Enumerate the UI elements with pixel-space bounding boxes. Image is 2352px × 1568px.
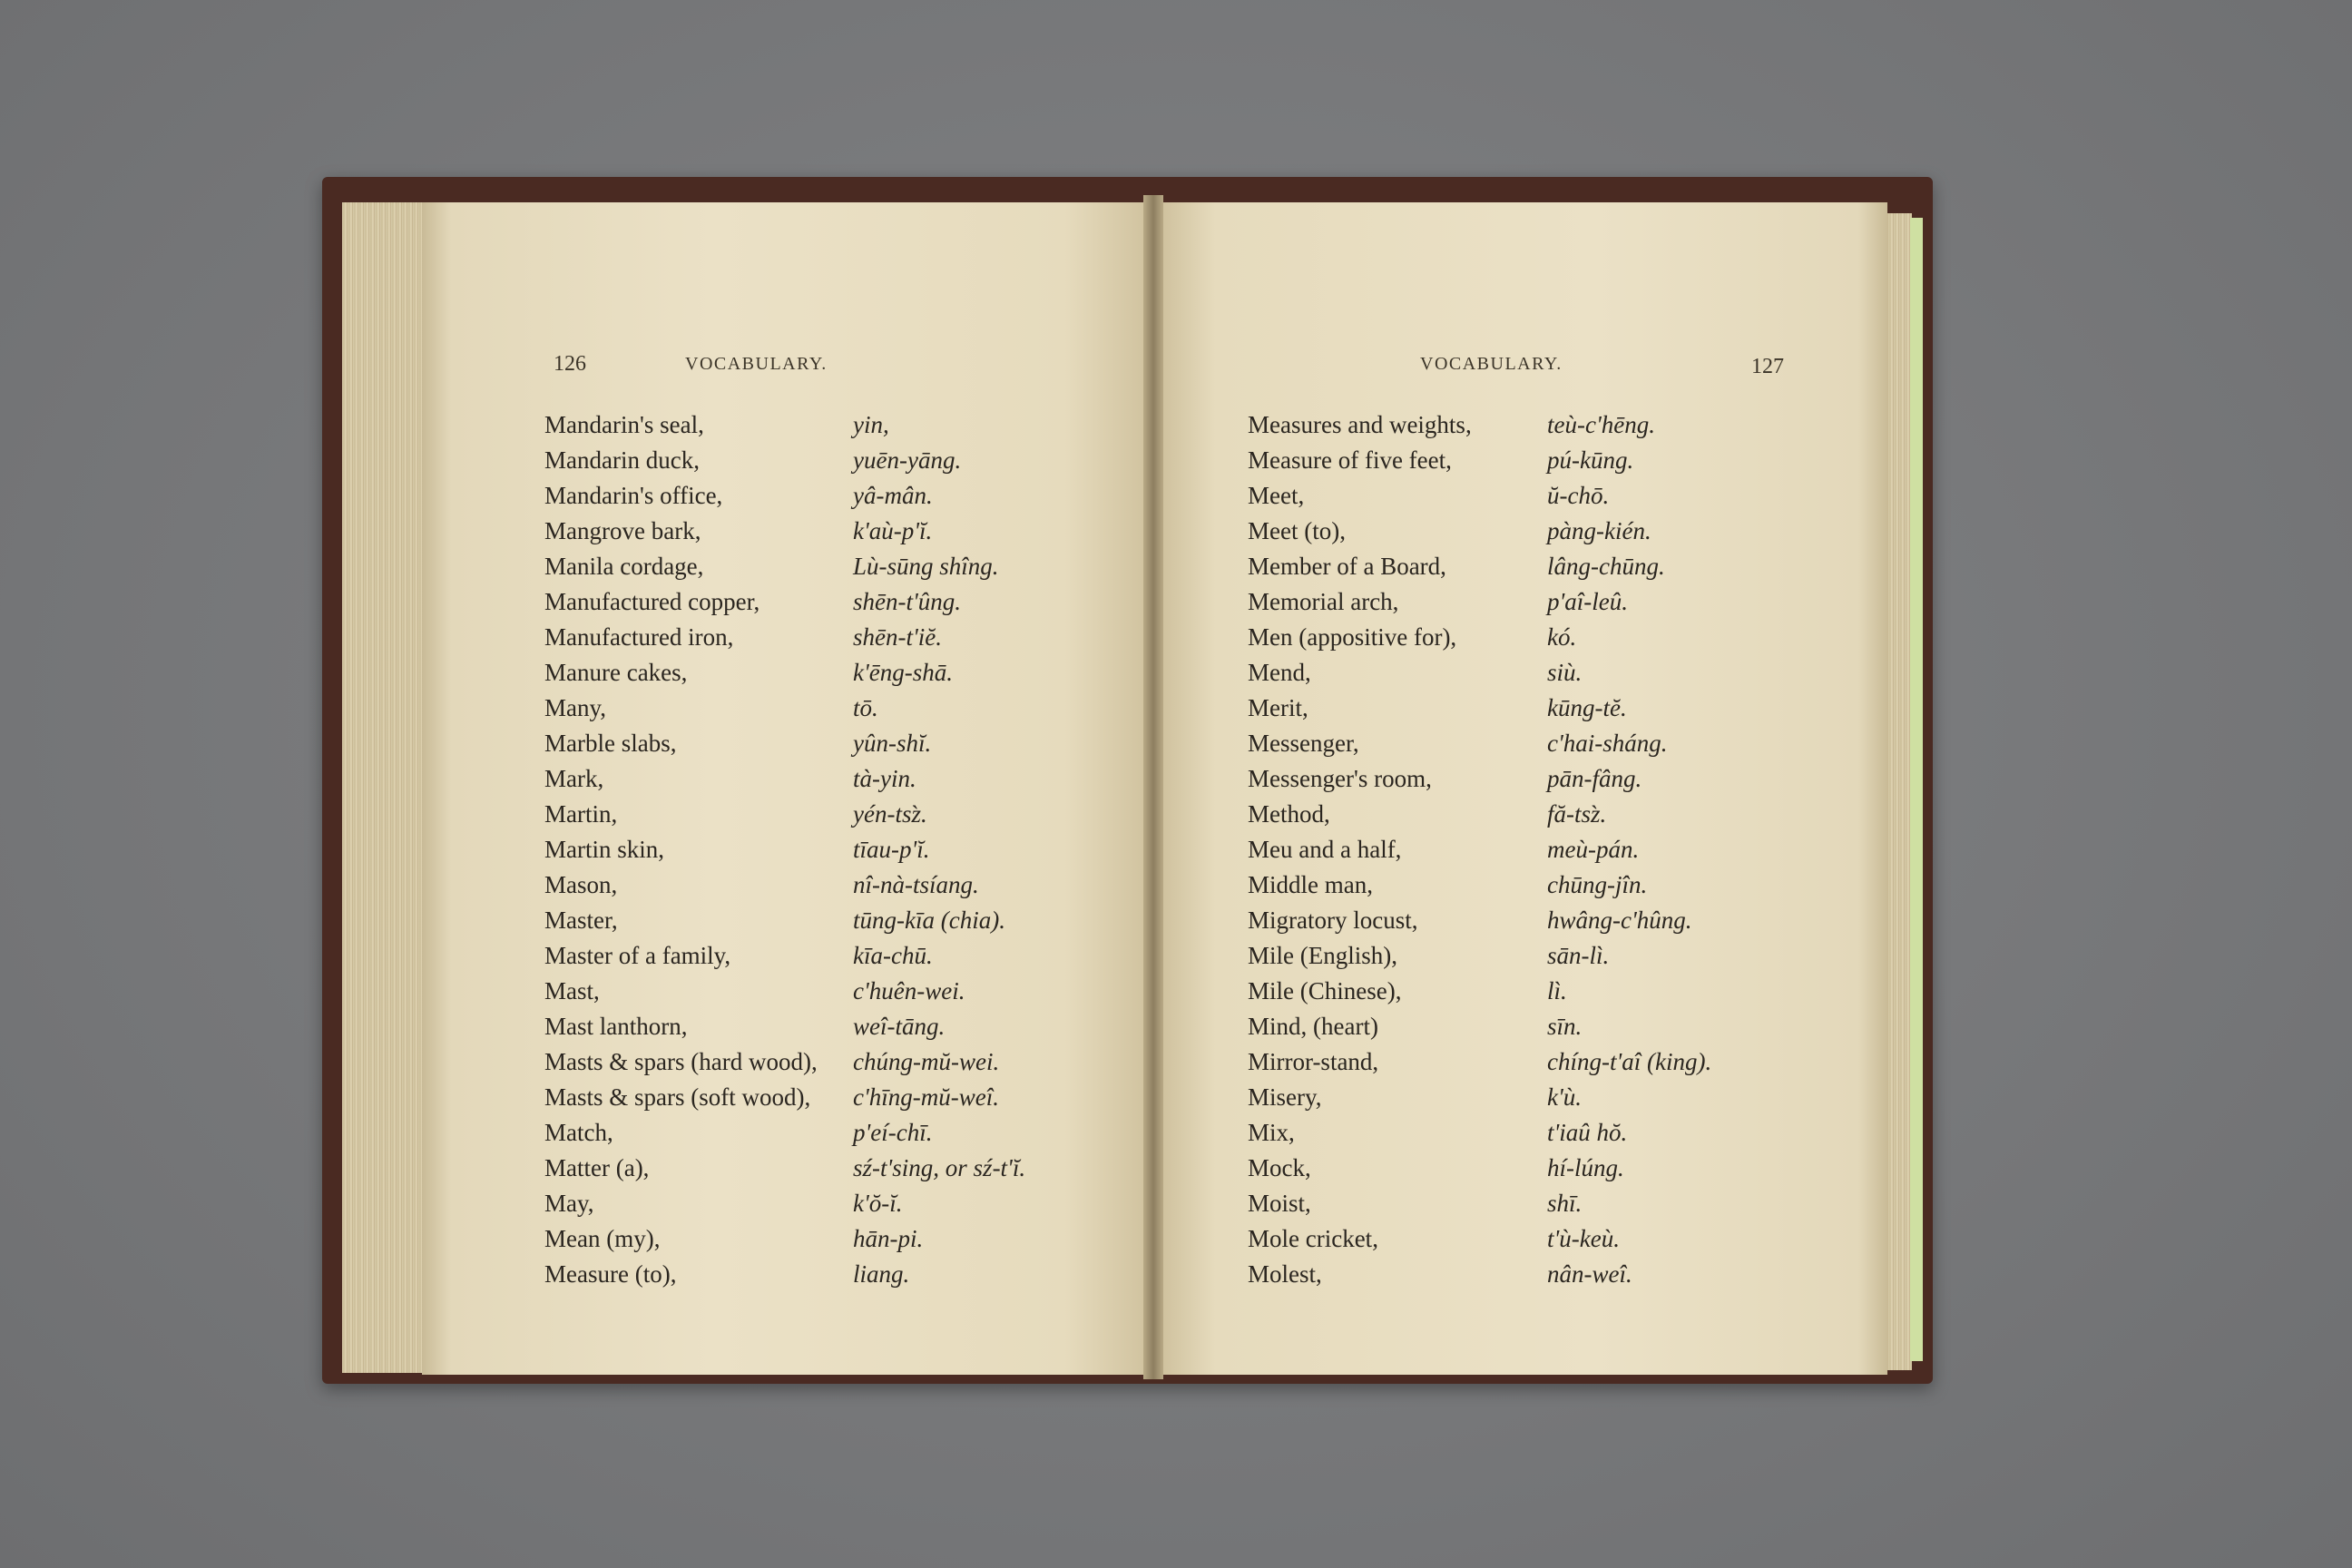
vocabulary-entry [422, 517, 1152, 552]
entry-english: Manure cakes, [544, 659, 688, 686]
entry-english: Migratory locust, [1248, 906, 1418, 934]
entry-romanization: pú-kūng. [1547, 446, 1634, 474]
entry-romanization: sīn. [1547, 1013, 1583, 1040]
vocabulary-entry [1157, 977, 1887, 1012]
entry-romanization: tīau-p'ĭ. [853, 836, 930, 863]
vocabulary-entry [1157, 482, 1887, 516]
entry-romanization: c'hai-sháng. [1547, 730, 1668, 757]
entry-english: Method, [1248, 800, 1330, 828]
vocabulary-entry [422, 906, 1152, 941]
entry-english: Mandarin's office, [544, 482, 723, 509]
entry-english: Messenger's room, [1248, 765, 1432, 792]
entry-english: Measure of five feet, [1248, 446, 1452, 474]
vocabulary-entry [1157, 588, 1887, 622]
entry-english: Mast lanthorn, [544, 1013, 688, 1040]
entry-romanization: fă-tsz̀. [1547, 800, 1607, 828]
vocabulary-entry [1157, 871, 1887, 906]
vocabulary-entry [422, 1083, 1152, 1118]
entry-romanization: t'ù-keù. [1547, 1225, 1620, 1252]
entry-romanization: lâng-chūng. [1547, 553, 1665, 580]
vocabulary-entry [422, 836, 1152, 870]
entry-romanization: shēn-t'iĕ. [853, 623, 942, 651]
entry-romanization: liang. [853, 1260, 910, 1288]
entry-romanization: teù-c'hēng. [1547, 411, 1655, 438]
vocabulary-entry [422, 1154, 1152, 1189]
entry-english: Member of a Board, [1248, 553, 1446, 580]
entry-romanization: kīa-chū. [853, 942, 933, 969]
endpaper-edge [1910, 218, 1923, 1361]
vocabulary-entry [1157, 1154, 1887, 1189]
entry-english: Messenger, [1248, 730, 1359, 757]
entry-romanization: tō. [853, 694, 878, 721]
vocabulary-entry [422, 588, 1152, 622]
vocabulary-entry [422, 942, 1152, 976]
entry-english: May, [544, 1190, 594, 1217]
vocabulary-entry [1157, 1119, 1887, 1153]
entry-english: Mend, [1248, 659, 1311, 686]
entry-english: Mandarin duck, [544, 446, 700, 474]
entry-romanization: ŭ-chō. [1547, 482, 1610, 509]
vocabulary-entry [422, 1048, 1152, 1083]
vocabulary-entry [422, 871, 1152, 906]
entry-english: Mole cricket, [1248, 1225, 1378, 1252]
vocabulary-entry [1157, 906, 1887, 941]
entry-romanization: chíng-t'aî (king). [1547, 1048, 1712, 1075]
vocabulary-entry [1157, 1048, 1887, 1083]
entry-english: Molest, [1248, 1260, 1322, 1288]
vocabulary-entry [1157, 836, 1887, 870]
entry-romanization: hwâng-c'hûng. [1547, 906, 1692, 934]
entry-english: Measures and weights, [1248, 411, 1472, 438]
vocabulary-entry [1157, 411, 1887, 446]
book-gutter [1143, 195, 1163, 1379]
vocabulary-entry [1157, 623, 1887, 658]
entry-english: Master of a family, [544, 942, 731, 969]
entry-romanization: k'aù-p'ĭ. [853, 517, 933, 544]
entry-english: Meet, [1248, 482, 1305, 509]
page-edges-left [342, 202, 428, 1373]
entry-english: Mast, [544, 977, 600, 1004]
entry-romanization: shēn-t'ûng. [853, 588, 962, 615]
entry-romanization: nî-nà-tsíang. [853, 871, 979, 898]
vocabulary-entry [1157, 1013, 1887, 1047]
entry-english: Match, [544, 1119, 613, 1146]
entry-english: Martin skin, [544, 836, 664, 863]
entry-english: Merit, [1248, 694, 1308, 721]
entry-romanization: k'ù. [1547, 1083, 1583, 1111]
entry-english: Masts & spars (hard wood), [544, 1048, 818, 1075]
entry-english: Mean (my), [544, 1225, 661, 1252]
vocabulary-entry [1157, 517, 1887, 552]
entry-romanization: chūng-jîn. [1547, 871, 1648, 898]
vocabulary-entry [1157, 942, 1887, 976]
entry-english: Mix, [1248, 1119, 1295, 1146]
entry-romanization: yén-tsz̀. [853, 800, 927, 828]
vocabulary-entry [422, 1119, 1152, 1153]
entry-english: Mandarin's seal, [544, 411, 704, 438]
entry-english: Manila cordage, [544, 553, 704, 580]
left-running-head [422, 352, 1152, 388]
entry-romanization: hí-lúng. [1547, 1154, 1624, 1181]
vocabulary-entry [1157, 1260, 1887, 1295]
entry-english: Men (appositive for), [1248, 623, 1457, 651]
entry-romanization: sź-t'sing, or sź-t'ĭ. [853, 1154, 1026, 1181]
entry-romanization: tà-yin. [853, 765, 916, 792]
entry-romanization: hān-pi. [853, 1225, 924, 1252]
vocabulary-entry [422, 800, 1152, 835]
entry-english: Middle man, [1248, 871, 1373, 898]
entry-romanization: nân-weî. [1547, 1260, 1632, 1288]
entry-romanization: p'aî-leû. [1547, 588, 1629, 615]
entry-romanization: shī. [1547, 1190, 1583, 1217]
vocabulary-entry [422, 1260, 1152, 1295]
entry-romanization: c'hīng-mŭ-weî. [853, 1083, 999, 1111]
vocabulary-entry [422, 765, 1152, 799]
vocabulary-entry [1157, 1083, 1887, 1118]
entry-romanization: yuēn-yāng. [853, 446, 962, 474]
vocabulary-entry [422, 977, 1152, 1012]
vocabulary-entry [1157, 765, 1887, 799]
vocabulary-entry [422, 446, 1152, 481]
entry-english: Mason, [544, 871, 618, 898]
vocabulary-entry [422, 1225, 1152, 1259]
entry-romanization: kūng-tĕ. [1547, 694, 1627, 721]
vocabulary-entry [1157, 659, 1887, 693]
entry-english: Moist, [1248, 1190, 1311, 1217]
entry-english: Measure (to), [544, 1260, 677, 1288]
vocabulary-entry [1157, 446, 1887, 481]
entry-english: Mock, [1248, 1154, 1311, 1181]
left-running-title: VOCABULARY. [685, 354, 828, 374]
entry-romanization: k'ŏ-ĭ. [853, 1190, 903, 1217]
entry-romanization: p'eí-chī. [853, 1119, 933, 1146]
vocabulary-entry [422, 411, 1152, 446]
vocabulary-entry [422, 730, 1152, 764]
right-page-number: 127 [1751, 355, 1784, 378]
entry-romanization: kó. [1547, 623, 1577, 651]
entry-english: Mile (English), [1248, 942, 1397, 969]
entry-english: Martin, [544, 800, 618, 828]
vocabulary-entry [1157, 694, 1887, 729]
vocabulary-entry [422, 1013, 1152, 1047]
entry-romanization: yin, [853, 411, 889, 438]
vocabulary-entry [1157, 553, 1887, 587]
entry-romanization: c'huên-wei. [853, 977, 965, 1004]
vocabulary-entry [1157, 730, 1887, 764]
entry-romanization: weî-tāng. [853, 1013, 946, 1040]
entry-english: Misery, [1248, 1083, 1322, 1111]
entry-romanization: pān-fâng. [1547, 765, 1642, 792]
entry-english: Marble slabs, [544, 730, 677, 757]
entry-english: Master, [544, 906, 618, 934]
entry-english: Manufactured copper, [544, 588, 760, 615]
entry-romanization: yâ-mân. [853, 482, 933, 509]
entry-english: Matter (a), [544, 1154, 650, 1181]
entry-english: Mirror-stand, [1248, 1048, 1379, 1075]
entry-english: Mangrove bark, [544, 517, 701, 544]
vocabulary-entry [422, 694, 1152, 729]
left-page-number: 126 [554, 352, 586, 376]
entry-english: Many, [544, 694, 606, 721]
vocabulary-entry [1157, 1225, 1887, 1259]
entry-romanization: chúng-mŭ-wei. [853, 1048, 1000, 1075]
entry-romanization: pàng-kién. [1547, 517, 1651, 544]
left-page [422, 202, 1152, 1375]
entry-romanization: meù-pán. [1547, 836, 1640, 863]
vocabulary-entry [422, 659, 1152, 693]
vocabulary-entry [1157, 800, 1887, 835]
entry-romanization: Lù-sūng shîng. [853, 553, 999, 580]
vocabulary-entry [422, 482, 1152, 516]
entry-romanization: tūng-kīa (chia). [853, 906, 1005, 934]
vocabulary-entry [422, 553, 1152, 587]
entry-english: Meu and a half, [1248, 836, 1402, 863]
entry-english: Masts & spars (soft wood), [544, 1083, 811, 1111]
entry-english: Mark, [544, 765, 604, 792]
right-running-head [1157, 352, 1887, 388]
entry-romanization: sān-lì. [1547, 942, 1610, 969]
entry-romanization: k'ēng-shā. [853, 659, 953, 686]
entry-romanization: t'iaû hŏ. [1547, 1119, 1628, 1146]
right-running-title: VOCABULARY. [1420, 354, 1563, 374]
vocabulary-entry [1157, 1190, 1887, 1224]
open-book [322, 177, 1933, 1384]
entry-english: Manufactured iron, [544, 623, 734, 651]
vocabulary-entry [422, 623, 1152, 658]
entry-english: Meet (to), [1248, 517, 1346, 544]
entry-romanization: lì. [1547, 977, 1567, 1004]
entry-english: Mind, (heart) [1248, 1013, 1378, 1040]
entry-english: Mile (Chinese), [1248, 977, 1402, 1004]
right-page [1157, 202, 1887, 1375]
entry-english: Memorial arch, [1248, 588, 1399, 615]
entry-romanization: siù. [1547, 659, 1583, 686]
vocabulary-entry [422, 1190, 1152, 1224]
entry-romanization: yûn-shĭ. [853, 730, 932, 757]
